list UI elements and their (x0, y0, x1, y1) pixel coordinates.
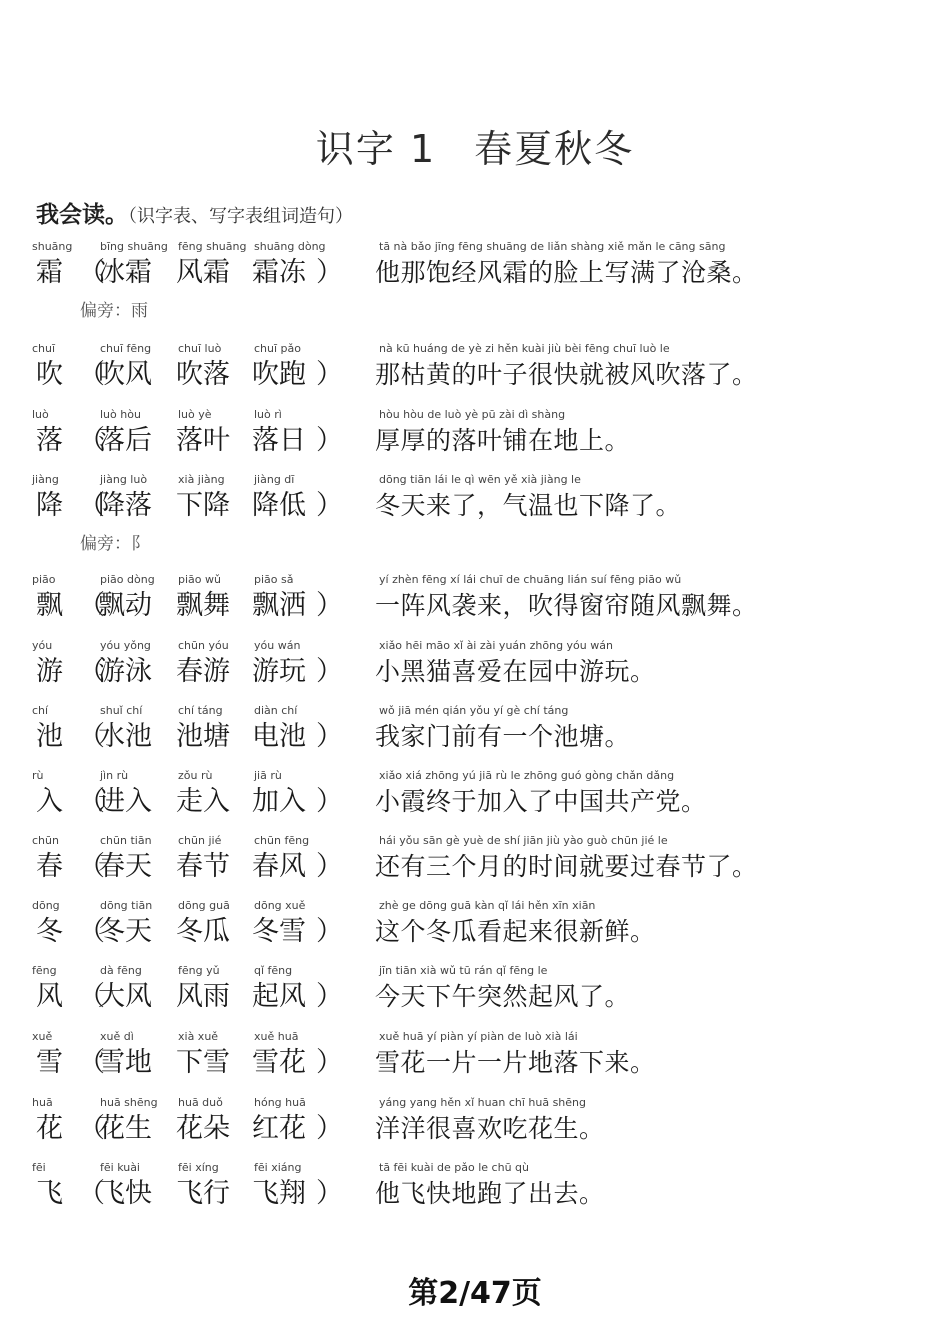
close-paren: ） (316, 786, 343, 817)
word-pinyin: chūn yóu (178, 639, 229, 652)
character-pinyin: chuī (32, 342, 56, 355)
target-character: 花 (36, 1113, 63, 1144)
target-character: 飞 (36, 1178, 63, 1209)
example-sentence: 一阵风袭来，吹得窗帘随风飘舞。 (375, 591, 758, 620)
word-pinyin: chuī luò (178, 342, 222, 355)
example-word: 冰霜 (98, 257, 152, 288)
target-character: 吹 (36, 359, 63, 390)
example-word: 走入 (176, 786, 230, 817)
example-word: 春节 (176, 851, 230, 882)
sentence-pinyin: jīn tiān xià wǔ tū rán qǐ fēng le (379, 964, 548, 977)
word-pinyin: luò yè (178, 408, 212, 421)
example-word: 花生 (98, 1113, 152, 1144)
word-pinyin: piāo dòng (100, 573, 155, 586)
example-word: 加入 (252, 786, 306, 817)
vocab-entry (0, 834, 950, 894)
character-pinyin: chí (32, 704, 49, 717)
target-character: 池 (36, 721, 63, 752)
target-character: 游 (36, 656, 63, 687)
example-word: 冬天 (98, 916, 152, 947)
open-paren: （ (78, 981, 105, 1012)
sentence-pinyin: zhè ge dōng guā kàn qǐ lái hěn xīn xiān (379, 899, 596, 912)
example-sentence: 我家门前有一个池塘。 (375, 722, 631, 751)
character-pinyin: yóu (32, 639, 53, 652)
sentence-pinyin: xiǎo xiá zhōng yú jiā rù le zhōng guó gòng chǎn dǎng (379, 769, 675, 782)
sentence-pinyin: tā nà bǎo jīng fēng shuāng de liǎn shàng xiě mǎn le cāng sāng (379, 240, 726, 253)
target-character: 雪 (36, 1047, 63, 1078)
example-word: 红花 (252, 1113, 306, 1144)
word-pinyin: luò rì (254, 408, 282, 421)
close-paren: ） (316, 1178, 343, 1209)
example-word: 游泳 (98, 656, 152, 687)
word-pinyin: chūn tiān (100, 834, 152, 847)
open-paren: （ (78, 490, 105, 521)
word-pinyin: huā duǒ (178, 1096, 223, 1109)
word-pinyin: jiàng dī (254, 473, 295, 486)
character-pinyin: fēi (32, 1161, 46, 1174)
example-word: 飘舞 (176, 590, 230, 621)
vocab-entry (0, 899, 950, 959)
word-pinyin: fēi xiáng (254, 1161, 302, 1174)
word-pinyin: xuě dì (100, 1030, 134, 1043)
word-pinyin: yóu yǒng (100, 639, 151, 652)
target-character: 霜 (36, 257, 63, 288)
target-character: 降 (36, 490, 63, 521)
open-paren: （ (78, 425, 105, 456)
example-word: 降低 (252, 490, 306, 521)
example-word: 落后 (98, 425, 152, 456)
vocab-entry (0, 769, 950, 829)
example-word: 飘动 (98, 590, 152, 621)
page-number: 第2/47页 (408, 1276, 542, 1311)
open-paren: （ (78, 590, 105, 621)
example-word: 风雨 (176, 981, 230, 1012)
example-word: 大风 (98, 981, 152, 1012)
target-character: 风 (36, 981, 63, 1012)
target-character: 入 (36, 786, 63, 817)
example-word: 飞快 (98, 1178, 152, 1209)
example-word: 吹落 (176, 359, 230, 390)
example-sentence: 那枯黄的叶子很快就被风吹落了。 (375, 360, 758, 389)
word-pinyin: zǒu rù (178, 769, 213, 782)
open-paren: （ (78, 359, 105, 390)
close-paren: ） (316, 721, 343, 752)
target-character: 春 (36, 851, 63, 882)
example-word: 春游 (176, 656, 230, 687)
example-sentence: 厚厚的落叶铺在地上。 (375, 426, 631, 455)
character-pinyin: chūn (32, 834, 59, 847)
target-character: 冬 (36, 916, 63, 947)
character-pinyin: huā (32, 1096, 53, 1109)
vocab-entry (0, 573, 950, 633)
word-pinyin: xià jiàng (178, 473, 225, 486)
vocab-entry (0, 1030, 950, 1090)
example-sentence: 小黑猫喜爱在园中游玩。 (375, 657, 656, 686)
example-word: 冬瓜 (176, 916, 230, 947)
example-sentence: 这个冬瓜看起来很新鲜。 (375, 917, 656, 946)
close-paren: ） (316, 490, 343, 521)
word-pinyin: fēi xíng (178, 1161, 219, 1174)
word-pinyin: dōng guā (178, 899, 230, 912)
close-paren: ） (316, 656, 343, 687)
close-paren: ） (316, 1047, 343, 1078)
word-pinyin: fēi kuài (100, 1161, 140, 1174)
section-note: （识字表、写字表组词造句） (128, 206, 353, 227)
word-pinyin: dà fēng (100, 964, 142, 977)
character-pinyin: fēng (32, 964, 57, 977)
example-word: 落日 (252, 425, 306, 456)
word-pinyin: xuě huā (254, 1030, 299, 1043)
character-pinyin: shuāng (32, 240, 73, 253)
example-word: 飞行 (176, 1178, 230, 1209)
word-pinyin: fēng yǔ (178, 964, 220, 977)
character-pinyin: dōng (32, 899, 60, 912)
example-word: 水池 (98, 721, 152, 752)
character-pinyin: jiàng (32, 473, 59, 486)
close-paren: ） (316, 916, 343, 947)
example-word: 霜冻 (252, 257, 306, 288)
example-word: 下降 (176, 490, 230, 521)
close-paren: ） (316, 851, 343, 882)
close-paren: ） (316, 425, 343, 456)
open-paren: （ (78, 721, 105, 752)
sentence-pinyin: dōng tiān lái le qì wēn yě xià jiàng le (379, 473, 581, 486)
sentence-pinyin: hái yǒu sān gè yuè de shí jiān jiù yào guò chūn jié le (379, 834, 668, 847)
example-word: 吹跑 (252, 359, 306, 390)
example-word: 降落 (98, 490, 152, 521)
word-pinyin: piāo wǔ (178, 573, 221, 586)
sentence-pinyin: tā fēi kuài de pǎo le chū qù (379, 1161, 529, 1174)
open-paren: （ (78, 257, 105, 288)
lesson-label: 识字 1 (315, 127, 437, 171)
open-paren: （ (78, 1113, 105, 1144)
example-word: 吹风 (98, 359, 152, 390)
character-pinyin: rù (32, 769, 44, 782)
example-sentence: 小霞终于加入了中国共产党。 (375, 787, 707, 816)
section-heading-text: 我会读。 (36, 202, 128, 228)
open-paren: （ (78, 916, 105, 947)
open-paren: （ (78, 656, 105, 687)
vocab-entry (0, 1096, 950, 1156)
close-paren: ） (316, 590, 343, 621)
sentence-pinyin: nà kū huáng de yè zi hěn kuài jiù bèi fēng chuī luò le (379, 342, 670, 355)
vocab-entry (0, 964, 950, 1024)
example-word: 电池 (252, 721, 306, 752)
example-sentence: 还有三个月的时间就要过春节了。 (375, 852, 758, 881)
character-pinyin: piāo (32, 573, 56, 586)
close-paren: ） (316, 257, 343, 288)
example-sentence: 他那饱经风霜的脸上写满了沧桑。 (375, 258, 758, 287)
vocab-entry (0, 342, 950, 402)
example-sentence: 洋洋很喜欢吃花生。 (375, 1114, 605, 1143)
open-paren: （ (78, 786, 105, 817)
word-pinyin: bīng shuāng (100, 240, 168, 253)
example-word: 起风 (252, 981, 306, 1012)
word-pinyin: chuī pǎo (254, 342, 301, 355)
word-pinyin: luò hòu (100, 408, 141, 421)
example-word: 春风 (252, 851, 306, 882)
word-pinyin: dōng tiān (100, 899, 153, 912)
vocab-entry (0, 240, 950, 321)
example-word: 雪花 (252, 1047, 306, 1078)
word-pinyin: shuǐ chí (100, 704, 143, 717)
word-pinyin: xià xuě (178, 1030, 219, 1043)
word-pinyin: chūn fēng (254, 834, 310, 847)
character-pinyin: luò (32, 408, 49, 421)
word-pinyin: jiàng luò (100, 473, 148, 486)
vocab-entry (0, 473, 950, 554)
close-paren: ） (316, 1113, 343, 1144)
close-paren: ） (316, 359, 343, 390)
word-pinyin: fēng shuāng (178, 240, 247, 253)
word-pinyin: yóu wán (254, 639, 301, 652)
sentence-pinyin: hòu hòu de luò yè pū zài dì shàng (379, 408, 566, 421)
example-sentence: 他飞快地跑了出去。 (375, 1179, 605, 1208)
page-title (0, 118, 950, 173)
vocab-entry (0, 704, 950, 764)
sentence-pinyin: yí zhèn fēng xí lái chuī de chuāng lián suí fēng piāo wǔ (379, 573, 682, 586)
section-heading (36, 196, 353, 229)
word-pinyin: piāo sǎ (254, 573, 294, 586)
word-pinyin: hóng huā (254, 1096, 306, 1109)
character-pinyin: xuě (32, 1030, 53, 1043)
example-sentence: 冬天来了，气温也下降了。 (375, 491, 682, 520)
open-paren: （ (78, 1178, 105, 1209)
lesson-title: 春夏秋冬 (474, 127, 635, 171)
example-word: 春天 (98, 851, 152, 882)
word-pinyin: jìn rù (100, 769, 129, 782)
example-word: 落叶 (176, 425, 230, 456)
example-word: 下雪 (176, 1047, 230, 1078)
example-word: 花朵 (176, 1113, 230, 1144)
word-pinyin: shuāng dòng (254, 240, 326, 253)
vocab-entry (0, 639, 950, 699)
word-pinyin: huā shēng (100, 1096, 158, 1109)
example-sentence: 雪花一片一片地落下来。 (375, 1048, 656, 1077)
radical-note: 偏旁：雨 (80, 301, 148, 321)
sentence-pinyin: yáng yang hěn xǐ huan chī huā shēng (379, 1096, 587, 1109)
target-character: 飘 (36, 590, 63, 621)
word-pinyin: qǐ fēng (254, 964, 293, 977)
word-pinyin: diàn chí (254, 704, 298, 717)
word-pinyin: jiā rù (254, 769, 282, 782)
example-word: 飘洒 (252, 590, 306, 621)
sentence-pinyin: xuě huā yí piàn yí piàn de luò xià lái (379, 1030, 578, 1043)
example-word: 进入 (98, 786, 152, 817)
word-pinyin: chuī fēng (100, 342, 152, 355)
example-word: 池塘 (176, 721, 230, 752)
example-word: 雪地 (98, 1047, 152, 1078)
open-paren: （ (78, 1047, 105, 1078)
open-paren: （ (78, 851, 105, 882)
vocab-entry (0, 408, 950, 468)
word-pinyin: dōng xuě (254, 899, 306, 912)
example-word: 冬雪 (252, 916, 306, 947)
example-sentence: 今天下午突然起风了。 (375, 982, 631, 1011)
vocab-entry (0, 1161, 950, 1221)
sentence-pinyin: xiǎo hēi māo xǐ ài zài yuán zhōng yóu wán (379, 639, 613, 652)
example-word: 飞翔 (252, 1178, 306, 1209)
word-pinyin: chí táng (178, 704, 223, 717)
target-character: 落 (36, 425, 63, 456)
radical-note: 偏旁：阝 (80, 534, 148, 554)
word-pinyin: chūn jié (178, 834, 222, 847)
sentence-pinyin: wǒ jiā mén qián yǒu yí gè chí táng (379, 704, 569, 717)
example-word: 风霜 (176, 257, 230, 288)
close-paren: ） (316, 981, 343, 1012)
example-word: 游玩 (252, 656, 306, 687)
